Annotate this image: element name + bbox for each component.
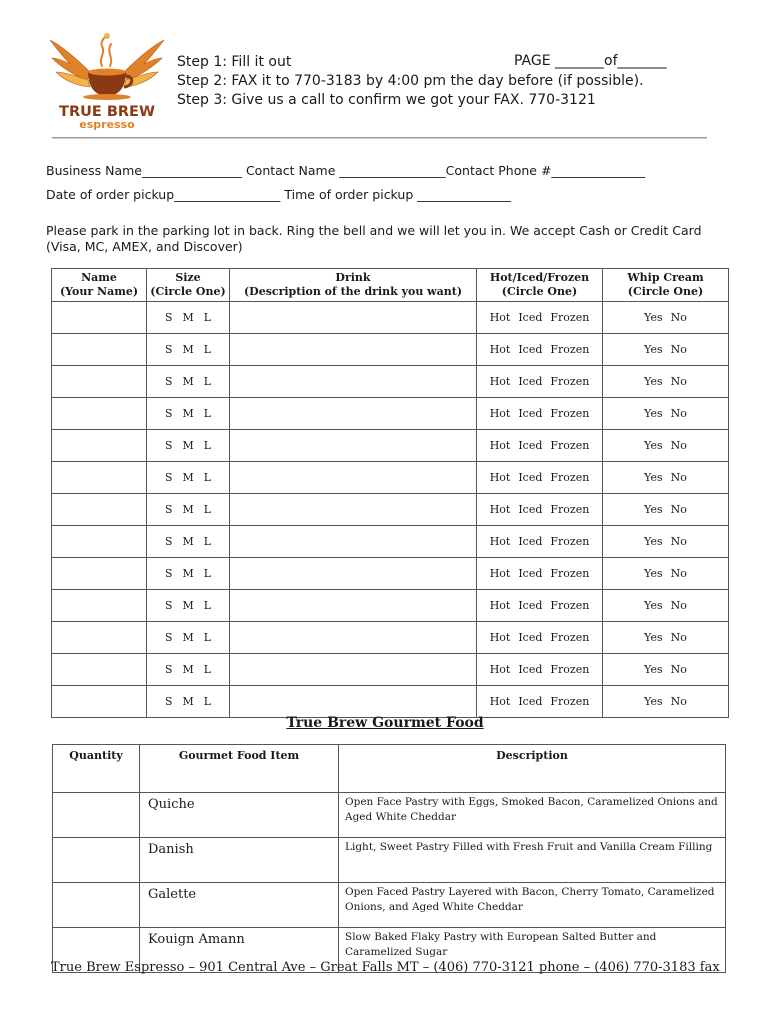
order-row (52, 398, 729, 430)
temperature-option[interactable]: Frozen (550, 407, 590, 420)
temperature-option[interactable]: Hot (489, 567, 511, 580)
contact-fields[interactable]: Business Name________________ Contact Name _________________Contact Phone #_______________ (46, 163, 646, 178)
food-description: Light, Sweet Pastry Filled with Fresh Fruit and Vanilla Cream Filling (339, 838, 726, 883)
temperature-cell (477, 462, 603, 494)
temperature-option[interactable]: Iced (518, 535, 543, 548)
size-cell (147, 686, 230, 718)
whip-cream-cell (603, 558, 729, 590)
order-row (52, 686, 729, 718)
whip-cream-cell (603, 430, 729, 462)
size-option[interactable]: L (203, 535, 212, 548)
size-option[interactable]: M (182, 343, 194, 356)
size-option[interactable]: L (203, 311, 212, 324)
whip-cream-option[interactable]: No (670, 503, 687, 516)
name-cell[interactable] (52, 430, 147, 462)
temperature-cell (477, 686, 603, 718)
size-cell (147, 366, 230, 398)
whip-cream-option[interactable]: No (670, 631, 687, 644)
temperature-option[interactable]: Iced (518, 631, 543, 644)
whip-cream-option[interactable]: Yes (644, 695, 663, 708)
whip-cream-cell (603, 366, 729, 398)
temperature-option[interactable]: Hot (489, 663, 511, 676)
temperature-option[interactable]: Frozen (550, 535, 590, 548)
food-row (53, 883, 726, 928)
temperature-option[interactable]: Iced (518, 407, 543, 420)
temperature-cell (477, 622, 603, 654)
logo-brand-name: TRUE BREW (59, 104, 155, 120)
temperature-option[interactable]: Hot (489, 311, 511, 324)
drink-cell[interactable] (230, 334, 477, 366)
size-option[interactable]: M (182, 599, 194, 612)
size-cell (147, 622, 230, 654)
temperature-option[interactable]: Frozen (550, 567, 590, 580)
footer-contact: True Brew Espresso – 901 Central Ave – Great Falls MT – (406) 770-3121 phone – (406) 770-3183 fax (51, 960, 720, 975)
temperature-option[interactable]: Frozen (550, 599, 590, 612)
order-row (52, 462, 729, 494)
whip-cream-option[interactable]: No (670, 535, 687, 548)
name-cell[interactable] (52, 558, 147, 590)
size-option[interactable]: M (182, 631, 194, 644)
temperature-option[interactable]: Hot (489, 503, 511, 516)
whip-cream-cell (603, 462, 729, 494)
food-header-row (53, 745, 726, 793)
true-brew-logo (48, 30, 166, 132)
temperature-cell (477, 430, 603, 462)
temperature-option[interactable]: Hot (489, 599, 511, 612)
size-option[interactable]: M (182, 663, 194, 676)
whip-cream-option[interactable]: No (670, 599, 687, 612)
size-option[interactable]: S (164, 535, 173, 548)
quantity-cell[interactable] (53, 793, 140, 838)
size-option[interactable]: S (164, 599, 173, 612)
drink-cell[interactable] (230, 462, 477, 494)
size-cell (147, 430, 230, 462)
temperature-cell (477, 526, 603, 558)
temperature-cell (477, 302, 603, 334)
drink-cell[interactable] (230, 366, 477, 398)
food-item: Galette (140, 883, 339, 928)
whip-cream-option[interactable]: No (670, 439, 687, 452)
name-cell[interactable] (52, 686, 147, 718)
temperature-option[interactable]: Iced (518, 343, 543, 356)
wing-right-icon (122, 40, 164, 87)
size-option[interactable]: M (182, 375, 194, 388)
whip-cream-option[interactable]: Yes (644, 311, 663, 324)
temperature-option[interactable]: Iced (518, 375, 543, 388)
order-row (52, 494, 729, 526)
temperature-option[interactable]: Iced (518, 599, 543, 612)
food-item: Quiche (140, 793, 339, 838)
size-option[interactable]: L (203, 471, 212, 484)
header-food-item: Gourmet Food Item (140, 745, 339, 793)
order-row (52, 654, 729, 686)
steam-icon (101, 36, 111, 66)
drink-cell[interactable] (230, 302, 477, 334)
whip-cream-cell (603, 686, 729, 718)
whip-cream-option[interactable]: Yes (644, 567, 663, 580)
whip-cream-cell (603, 398, 729, 430)
logo-brand-sub: espresso (79, 118, 135, 131)
size-option[interactable]: M (182, 311, 194, 324)
temperature-option[interactable]: Hot (489, 695, 511, 708)
temperature-option[interactable]: Iced (518, 439, 543, 452)
name-cell[interactable] (52, 494, 147, 526)
size-option[interactable]: S (164, 375, 173, 388)
name-cell[interactable] (52, 302, 147, 334)
size-option[interactable]: M (182, 535, 194, 548)
order-row (52, 526, 729, 558)
order-row (52, 590, 729, 622)
header-quantity: Quantity (53, 745, 140, 793)
drink-cell[interactable] (230, 526, 477, 558)
size-option[interactable]: L (203, 695, 212, 708)
quantity-cell[interactable] (53, 883, 140, 928)
size-option[interactable]: L (203, 407, 212, 420)
whip-cream-cell (603, 590, 729, 622)
whip-cream-option[interactable]: Yes (644, 599, 663, 612)
step-2: Step 2: FAX it to 770-3183 by 4:00 pm the day before (if possible). (177, 73, 644, 89)
temperature-option[interactable]: Hot (489, 439, 511, 452)
whip-cream-option[interactable]: No (670, 471, 687, 484)
size-option[interactable]: M (182, 407, 194, 420)
order-row (52, 558, 729, 590)
temperature-option[interactable]: Iced (518, 503, 543, 516)
temperature-option[interactable]: Iced (518, 567, 543, 580)
temperature-option[interactable]: Iced (518, 311, 543, 324)
page-of-field[interactable]: PAGE _______of_______ (514, 53, 667, 69)
order-row (52, 334, 729, 366)
food-row (53, 838, 726, 883)
size-cell (147, 462, 230, 494)
temperature-option[interactable]: Frozen (550, 375, 590, 388)
temperature-option[interactable]: Frozen (550, 663, 590, 676)
whip-cream-option[interactable]: No (670, 663, 687, 676)
name-cell[interactable] (52, 590, 147, 622)
temperature-cell (477, 590, 603, 622)
whip-cream-option[interactable]: No (670, 695, 687, 708)
temperature-cell (477, 494, 603, 526)
temperature-option[interactable]: Frozen (550, 311, 590, 324)
drink-cell[interactable] (230, 430, 477, 462)
order-row (52, 302, 729, 334)
temperature-option[interactable]: Iced (518, 663, 543, 676)
temperature-option[interactable]: Hot (489, 631, 511, 644)
header-size: Size (Circle One) (147, 269, 230, 302)
step-3: Step 3: Give us a call to confirm we got your FAX. 770-3121 (177, 92, 596, 108)
whip-cream-cell (603, 526, 729, 558)
header-drink: Drink (Description of the drink you want) (230, 269, 477, 302)
header-whip-cream: Whip Cream (Circle One) (603, 269, 729, 302)
header-divider (52, 137, 707, 138)
header-description: Description (339, 745, 726, 793)
step-1: Step 1: Fill it out (177, 54, 292, 70)
size-option[interactable]: S (164, 663, 173, 676)
size-option[interactable]: M (182, 471, 194, 484)
size-option[interactable]: M (182, 503, 194, 516)
parking-notice: Please park in the parking lot in back. Ring the bell and we will let you in. We accept Cash or Credit Card (Visa, MC, AMEX, and Discover) (46, 223, 702, 254)
whip-cream-cell (603, 622, 729, 654)
size-option[interactable]: S (164, 407, 173, 420)
size-option[interactable]: S (164, 311, 173, 324)
size-cell (147, 334, 230, 366)
whip-cream-option[interactable]: No (670, 311, 687, 324)
whip-cream-option[interactable]: Yes (644, 535, 663, 548)
temperature-option[interactable]: Hot (489, 407, 511, 420)
size-option[interactable]: L (203, 631, 212, 644)
size-option[interactable]: S (164, 567, 173, 580)
whip-cream-option[interactable]: No (670, 567, 687, 580)
whip-cream-option[interactable]: No (670, 343, 687, 356)
size-option[interactable]: S (164, 471, 173, 484)
name-cell[interactable] (52, 462, 147, 494)
size-option[interactable]: M (182, 567, 194, 580)
size-option[interactable]: S (164, 695, 173, 708)
size-option[interactable]: M (182, 695, 194, 708)
drink-cell[interactable] (230, 398, 477, 430)
temperature-cell (477, 334, 603, 366)
size-option[interactable]: L (203, 663, 212, 676)
temperature-option[interactable]: Frozen (550, 695, 590, 708)
wing-left-icon (50, 40, 92, 87)
drink-cell[interactable] (230, 494, 477, 526)
temperature-option[interactable]: Hot (489, 375, 511, 388)
name-cell[interactable] (52, 398, 147, 430)
whip-cream-option[interactable]: Yes (644, 471, 663, 484)
temperature-option[interactable]: Frozen (550, 343, 590, 356)
size-cell (147, 590, 230, 622)
temperature-option[interactable]: Hot (489, 471, 511, 484)
name-cell[interactable] (52, 654, 147, 686)
size-option[interactable]: L (203, 439, 212, 452)
name-cell[interactable] (52, 334, 147, 366)
whip-cream-cell (603, 302, 729, 334)
size-option[interactable]: S (164, 439, 173, 452)
whip-cream-option[interactable]: Yes (644, 343, 663, 356)
quantity-cell[interactable] (53, 838, 140, 883)
size-option[interactable]: M (182, 439, 194, 452)
drink-cell[interactable] (230, 622, 477, 654)
whip-cream-cell (603, 654, 729, 686)
whip-cream-option[interactable]: Yes (644, 407, 663, 420)
whip-cream-option[interactable]: Yes (644, 439, 663, 452)
drink-order-table (51, 268, 729, 718)
whip-cream-cell (603, 494, 729, 526)
order-header-row (52, 269, 729, 302)
food-description: Open Face Pastry with Eggs, Smoked Bacon, Caramelized Onions and Aged White Cheddar (339, 793, 726, 838)
size-option[interactable]: S (164, 343, 173, 356)
size-option[interactable]: L (203, 375, 212, 388)
drink-cell[interactable] (230, 686, 477, 718)
coffee-cup-icon (83, 69, 132, 101)
temperature-cell (477, 654, 603, 686)
temperature-cell (477, 366, 603, 398)
temperature-cell (477, 558, 603, 590)
food-section-title: True Brew Gourmet Food (286, 715, 484, 731)
order-row (52, 430, 729, 462)
food-order-table (52, 744, 726, 973)
size-cell (147, 398, 230, 430)
drink-cell[interactable] (230, 654, 477, 686)
drink-cell[interactable] (230, 590, 477, 622)
temperature-option[interactable]: Iced (518, 695, 543, 708)
whip-cream-option[interactable]: Yes (644, 663, 663, 676)
food-description: Slow Baked Flaky Pastry with European Salted Butter and Caramelized Sugar (339, 928, 726, 973)
temperature-option[interactable]: Frozen (550, 503, 590, 516)
whip-cream-option[interactable]: No (670, 407, 687, 420)
size-option[interactable]: L (203, 503, 212, 516)
size-option[interactable]: S (164, 631, 173, 644)
size-cell (147, 558, 230, 590)
name-cell[interactable] (52, 622, 147, 654)
temperature-option[interactable]: Iced (518, 471, 543, 484)
food-description: Open Faced Pastry Layered with Bacon, Cherry Tomato, Caramelized Onions, and Aged White Cheddar (339, 883, 726, 928)
order-row (52, 366, 729, 398)
header-name: Name (Your Name) (52, 269, 147, 302)
size-option[interactable]: L (203, 343, 212, 356)
temperature-option[interactable]: Frozen (550, 439, 590, 452)
size-cell (147, 494, 230, 526)
temperature-option[interactable]: Hot (489, 535, 511, 548)
whip-cream-option[interactable]: No (670, 375, 687, 388)
pickup-fields[interactable]: Date of order pickup_________________ Time of order pickup _______________ (46, 187, 511, 202)
temperature-option[interactable]: Hot (489, 343, 511, 356)
temperature-option[interactable]: Frozen (550, 631, 590, 644)
size-cell (147, 526, 230, 558)
whip-cream-cell (603, 334, 729, 366)
food-item: Kouign Amann (140, 928, 339, 973)
size-option[interactable]: L (203, 567, 212, 580)
whip-cream-option[interactable]: Yes (644, 375, 663, 388)
temperature-cell (477, 398, 603, 430)
food-row (53, 793, 726, 838)
header-temperature: Hot/Iced/Frozen (Circle One) (477, 269, 603, 302)
temperature-option[interactable]: Frozen (550, 471, 590, 484)
name-cell[interactable] (52, 366, 147, 398)
order-row (52, 622, 729, 654)
size-option[interactable]: S (164, 503, 173, 516)
food-item: Danish (140, 838, 339, 883)
name-cell[interactable] (52, 526, 147, 558)
size-cell (147, 302, 230, 334)
drink-cell[interactable] (230, 558, 477, 590)
whip-cream-option[interactable]: Yes (644, 503, 663, 516)
whip-cream-option[interactable]: Yes (644, 631, 663, 644)
size-option[interactable]: L (203, 599, 212, 612)
size-cell (147, 654, 230, 686)
